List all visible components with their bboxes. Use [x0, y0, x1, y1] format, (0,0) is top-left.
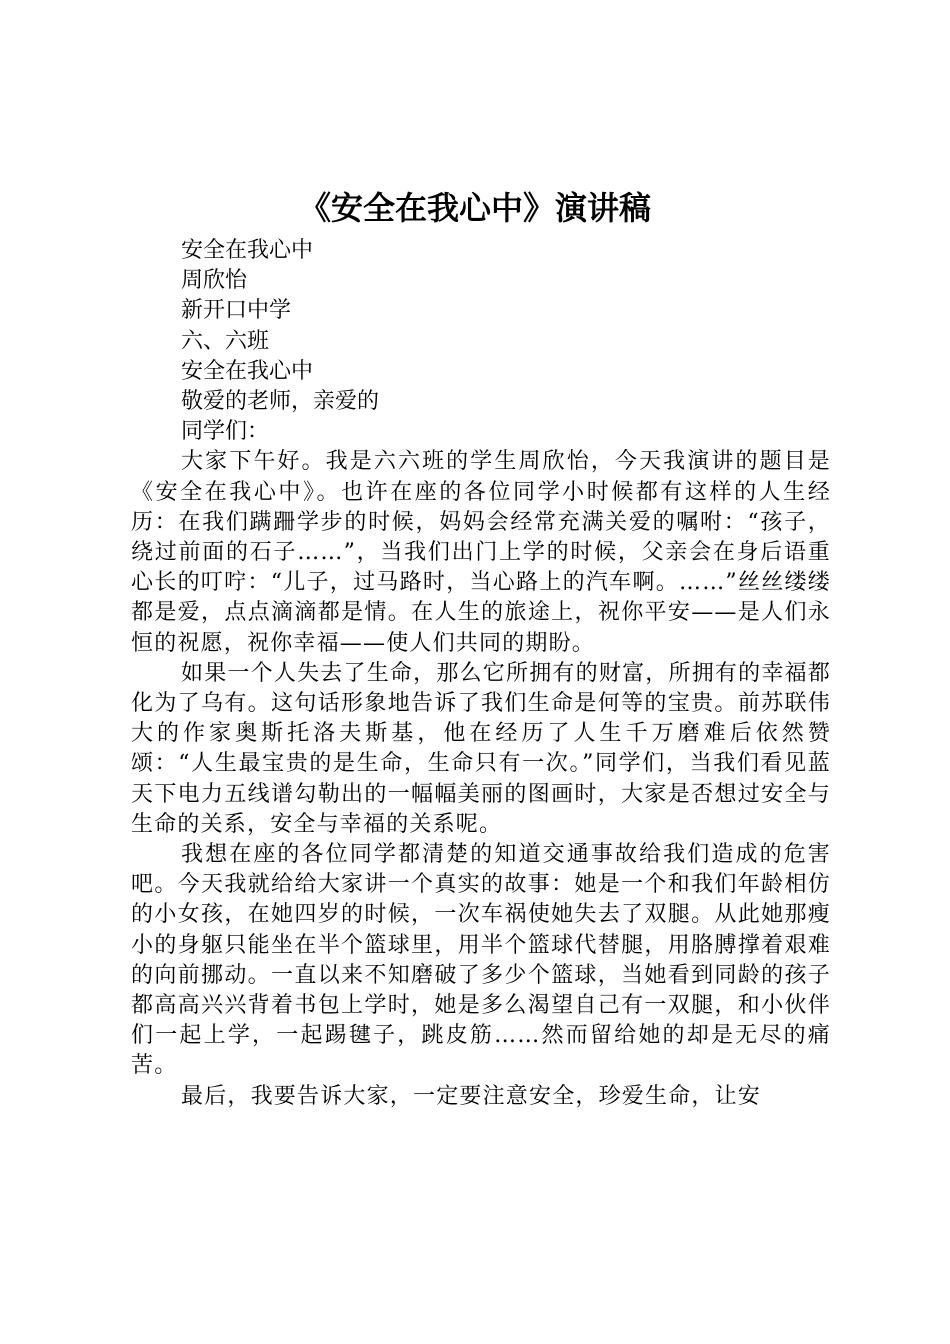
header-line-topic: 安全在我心中 — [181, 238, 314, 263]
header-line-topic-repeat: 安全在我心中 — [181, 358, 314, 384]
paragraph-life-value: 如果一个人失去了生命，那么它所拥有的财富，所拥有的幸福都化为了乌有。这句话形象地告诉了我们生命是何等的宝贵。前苏联伟大的作家奥斯托洛夫斯基，他在经历了人生千万磨难后依然赞颂：“人生最宝贵的是生命，生命只有一次。”同学们，当我们看见蓝天下电力五线谱勾勒出的一幅幅美丽的图画时，大家是否想过安全与生命的关系，安全与幸福的关系呢。 — [131, 660, 831, 837]
greeting-line-teachers: 敬爱的老师，亲爱的 — [181, 389, 380, 415]
paragraph-conclusion: 最后，我要告诉大家，一定要注意安全，珍爱生命，让安 — [181, 1083, 762, 1109]
document-title: 《安全在我心中》演讲稿 — [298, 189, 651, 227]
paragraph-story: 我想在座的各位同学都清楚的知道交通事故给我们造成的危害吧。今天我就给给大家讲一个真实的故事：她是一个和我们年龄相仿的小女孩，在她四岁的时候，一次车祸使她失去了双腿。从此她那瘦小的身躯只能坐在半个篮球里，用半个篮球代替腿，用胳膊撑着艰难的向前挪动。一直以来不知磨破了多少个篮球，当她看到同龄的孩子都高高兴兴背着书包上学时，她是多么渴望自己有一双腿，和小伙伴们一起上学，一起踢毽子，跳皮筋……然而留给她的却是无尽的痛苦。 — [131, 842, 831, 1079]
header-line-school: 新开口中学 — [181, 298, 292, 324]
header-line-class: 六、六班 — [181, 328, 270, 354]
document-body — [131, 236, 831, 1112]
header-line-author: 周欣怡 — [181, 268, 248, 294]
paragraph-intro: 大家下午好。我是六六班的学生周欣怡，今天我演讲的题目是《安全在我心中》。也许在座的各位同学小时候都有这样的人生经历：在我们蹒跚学步的时候，妈妈会经常充满关爱的嘱咐：“孩子，绕过前面的石子……”，当我们出门上学的时候，父亲会在身后语重心长的叮咛：“儿子，过马路时，当心路上的汽车啊。……”丝丝缕缕都是爱，点点滴滴都是情。在人生的旅途上，祝你平安——是人们永恒的祝愿，祝你幸福——使人们共同的期盼。 — [131, 449, 831, 656]
greeting-line-classmates: 同学们： — [181, 419, 270, 445]
